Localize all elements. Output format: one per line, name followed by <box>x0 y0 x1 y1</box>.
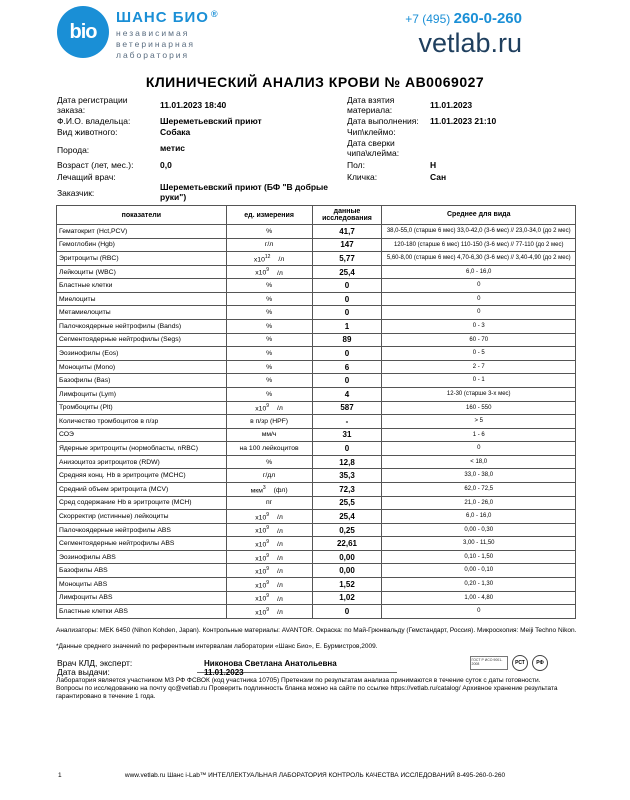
table-row <box>57 252 576 266</box>
row-reference: 1,00 - 4,80 <box>382 591 576 605</box>
row-reference: 1 - 6 <box>382 428 576 442</box>
row-reference: 6,0 - 16,0 <box>382 265 576 279</box>
row-value: 0 <box>312 605 382 619</box>
row-reference: 0,00 - 0,10 <box>382 564 576 578</box>
table-row <box>57 374 576 388</box>
row-value: 12,8 <box>312 455 382 469</box>
row-unit: % <box>226 360 312 374</box>
unit-tail: /л <box>277 527 283 535</box>
breed-value: метис <box>160 143 186 153</box>
row-unit: % <box>226 387 312 401</box>
row-parameter: Палочкоядерные нейтрофилы ABS <box>57 523 227 537</box>
row-value: 35,3 <box>312 469 382 483</box>
row-reference: 62,0 - 72,5 <box>382 482 576 496</box>
row-parameter: Гематокрит (Hct,PCV) <box>57 225 227 239</box>
table-row <box>57 469 576 483</box>
bio-logo-icon <box>57 6 109 58</box>
unit-tail: /л <box>277 541 283 549</box>
row-unit <box>226 265 312 279</box>
row-reference: 38,0-55,0 (старше 6 мес) 33,0-42,0 (3-6 мес) // 23,0-34,0 (до 2 мес) <box>382 225 576 239</box>
row-value: 89 <box>312 333 382 347</box>
unit-tail: /л <box>277 609 283 617</box>
rf-badge-icon: РФ <box>532 655 548 671</box>
row-parameter: Средний объем эритроцита (MCV) <box>57 482 227 496</box>
table-row <box>57 482 576 496</box>
row-value: 0 <box>312 347 382 361</box>
species-label: Вид животного: <box>57 127 118 137</box>
chip-check-label: Дата сверки чипа\клейма: <box>347 138 400 158</box>
row-reference: 0 <box>382 292 576 306</box>
reg-date-label: Дата регистрации заказа: <box>57 95 128 115</box>
table-row <box>57 306 576 320</box>
row-unit: % <box>226 279 312 293</box>
vet-label: Лечащий врач: <box>57 172 116 182</box>
owner-value: Шереметьевский приют <box>160 116 262 126</box>
col-header-parameter: показатели <box>57 206 227 225</box>
unit-tail: /л <box>278 256 285 264</box>
table-row <box>57 537 576 551</box>
row-value: 72,3 <box>312 482 382 496</box>
col-header-value: данные исследования <box>312 206 382 225</box>
row-value: 6 <box>312 360 382 374</box>
row-parameter: Эозинофилы (Eos) <box>57 347 227 361</box>
row-reference: 3,00 - 11,50 <box>382 537 576 551</box>
row-reference: 0 <box>382 442 576 456</box>
table-row <box>57 225 576 239</box>
unit-base: x10 <box>255 554 267 562</box>
row-parameter: Моноциты (Mono) <box>57 360 227 374</box>
doctor-label: Врач КЛД, эксперт: <box>57 658 133 668</box>
row-unit: г/дл <box>226 469 312 483</box>
row-reference: 0 <box>382 605 576 619</box>
row-reference: 21,0 - 26,0 <box>382 496 576 510</box>
table-row <box>57 428 576 442</box>
row-unit <box>226 510 312 524</box>
owner-label: Ф.И.О. владельца: <box>57 116 131 126</box>
table-row <box>57 265 576 279</box>
row-parameter: Моноциты ABS <box>57 578 227 592</box>
unit-tail: /л <box>277 514 283 522</box>
brand-sub-3: лаборатория <box>116 50 190 60</box>
table-row <box>57 292 576 306</box>
row-value: 25,5 <box>312 496 382 510</box>
breed-label: Порода: <box>57 145 90 155</box>
table-row <box>57 333 576 347</box>
registered-mark: ® <box>210 9 219 19</box>
unit-tail: /л <box>277 554 283 562</box>
row-parameter: Эозинофилы ABS <box>57 550 227 564</box>
row-parameter: Палочкоядерные нейтрофилы (Bands) <box>57 320 227 334</box>
unit-base: x10 <box>255 527 267 535</box>
row-parameter: Скорректир (истинные) лейкоциты <box>57 510 227 524</box>
unit-base: мкм <box>250 486 263 494</box>
sample-date-label: Дата взятия материала: <box>347 95 395 115</box>
row-value: 0,25 <box>312 523 382 537</box>
row-reference: 6,0 - 16,0 <box>382 510 576 524</box>
customer-value: Шереметьевский приют (БФ "В добрые руки") <box>160 182 329 202</box>
row-value: 0 <box>312 279 382 293</box>
unit-base: x10 <box>255 568 267 576</box>
nickname-value: Сан <box>430 172 447 182</box>
unit-exponent: 9 <box>266 552 270 559</box>
unit-exponent: 9 <box>266 579 270 586</box>
page-number: 1 <box>58 772 62 779</box>
table-row <box>57 238 576 252</box>
unit-base: x10 <box>255 609 267 617</box>
analyzer-note: Анализаторы: MEK 6450 (Nihon Kohden, Japan). Контрольные материалы: AVANTOR. Окраска: по Май-Грюнвальду (Гемстандарт, Россия). Микроскопия: Meiji Techno Nikon. <box>56 627 577 634</box>
reference-note: *Данные среднего значений по референтным интервалам лаборатории «Шанс Био», Е. Бурмистров,2009. <box>56 643 378 650</box>
row-parameter: Миелоциты <box>57 292 227 306</box>
row-parameter: Сред содержание Hb в эритроците (MCH) <box>57 496 227 510</box>
completed-value: 11.01.2023 21:10 <box>430 116 497 126</box>
age-value: 0,0 <box>160 160 172 170</box>
row-parameter: Эритроциты (RBC) <box>57 252 227 266</box>
row-parameter: Сегментоядерные нейтрофилы (Segs) <box>57 333 227 347</box>
row-value: 4 <box>312 387 382 401</box>
row-unit: % <box>226 306 312 320</box>
row-unit: мм/ч <box>226 428 312 442</box>
row-unit: на 100 лейкоцитов <box>226 442 312 456</box>
row-reference: 0,10 - 1,50 <box>382 550 576 564</box>
brand-sub-2: ветеринарная <box>116 39 196 49</box>
row-value: 22,61 <box>312 537 382 551</box>
col-header-reference: Среднее для вида <box>382 206 576 225</box>
row-value: 0 <box>312 292 382 306</box>
row-unit: г/л <box>226 238 312 252</box>
row-unit <box>226 605 312 619</box>
table-row <box>57 415 576 429</box>
unit-base: x10 <box>255 541 267 549</box>
unit-exponent: 9 <box>266 593 270 600</box>
table-row <box>57 578 576 592</box>
species-value: Собака <box>160 127 191 137</box>
row-value: - <box>312 415 382 429</box>
row-unit <box>226 482 312 496</box>
table-row <box>57 455 576 469</box>
table-row <box>57 279 576 293</box>
unit-exponent: 9 <box>266 267 270 274</box>
row-parameter: Сегментоядерные нейтрофилы ABS <box>57 537 227 551</box>
row-value: 5,77 <box>312 252 382 266</box>
row-value: 0 <box>312 374 382 388</box>
unit-base: x10 <box>255 595 267 603</box>
document-title: КЛИНИЧЕСКИЙ АНАЛИЗ КРОВИ № AB0069027 <box>145 74 485 90</box>
row-reference: > 5 <box>382 415 576 429</box>
unit-tail: (фл) <box>273 486 288 494</box>
row-parameter: Базофилы (Bas) <box>57 374 227 388</box>
phone-number[interactable] <box>405 10 522 27</box>
row-unit: % <box>226 347 312 361</box>
brand-name <box>116 9 219 26</box>
row-value: 41,7 <box>312 225 382 239</box>
row-parameter: Бластные клетки ABS <box>57 605 227 619</box>
iso-badge-icon: ГОСТ Р ИСО 9001-2008 <box>470 656 508 670</box>
row-unit <box>226 252 312 266</box>
sex-label: Пол: <box>347 160 365 170</box>
footer-text: www.vetlab.ru Шанс i-Lab™ ИНТЕЛЛЕКТУАЛЬНАЯ ЛАБОРАТОРИЯ КОНТРОЛЬ КАЧЕСТВА ИССЛЕДОВАНИЙ 8-495-260-0-260 <box>124 772 506 779</box>
row-value: 1,02 <box>312 591 382 605</box>
row-reference: 120-180 (старше 6 мес) 110-150 (3-6 мес) // 77-110 (до 2 мес) <box>382 238 576 252</box>
row-unit <box>226 523 312 537</box>
table-row <box>57 347 576 361</box>
row-reference: 5,60-8,00 (старше 6 мес) 4,70-6,30 (3-6 мес) // 3,40-4,90 (до 2 мес) <box>382 252 576 266</box>
sample-date-value: 11.01.2023 <box>430 100 473 110</box>
age-label: Возраст (лет, мес.): <box>57 160 134 170</box>
table-row <box>57 591 576 605</box>
row-parameter: СОЭ <box>57 428 227 442</box>
issue-date-value: 11.01.2023 <box>204 668 244 677</box>
table-row <box>57 496 576 510</box>
row-unit <box>226 591 312 605</box>
unit-base: x10 <box>253 256 265 264</box>
row-reference: 0,20 - 1,30 <box>382 578 576 592</box>
table-row <box>57 360 576 374</box>
row-reference: 33,0 - 38,0 <box>382 469 576 483</box>
unit-base: x10 <box>255 514 267 522</box>
row-value: 31 <box>312 428 382 442</box>
row-reference: 2 - 7 <box>382 360 576 374</box>
row-value: 0 <box>312 306 382 320</box>
row-parameter: Лимфоциты (Lym) <box>57 387 227 401</box>
issue-date-label: Дата выдачи: <box>57 667 110 677</box>
unit-exponent: 9 <box>266 606 270 613</box>
row-reference: 0 <box>382 279 576 293</box>
phone-prefix: +7 (495) <box>405 12 451 26</box>
unit-exponent: 9 <box>266 566 270 573</box>
brand-name-text: ШАНС БИО <box>116 9 209 26</box>
unit-base: x10 <box>255 405 267 413</box>
row-parameter: Метамиелоциты <box>57 306 227 320</box>
row-unit: пг <box>226 496 312 510</box>
reg-date-value: 11.01.2023 18:40 <box>160 100 227 110</box>
row-unit <box>226 401 312 415</box>
col-header-unit: ед. измерения <box>226 206 312 225</box>
row-reference: < 18,0 <box>382 455 576 469</box>
row-reference: 60 - 70 <box>382 333 576 347</box>
row-unit: % <box>226 320 312 334</box>
row-value: 587 <box>312 401 382 415</box>
row-value: 25,4 <box>312 510 382 524</box>
row-parameter: Лимфоциты ABS <box>57 591 227 605</box>
row-reference: 0 - 1 <box>382 374 576 388</box>
table-row <box>57 387 576 401</box>
row-unit: % <box>226 225 312 239</box>
table-row <box>57 564 576 578</box>
table-row <box>57 523 576 537</box>
certification-badges <box>470 655 548 671</box>
row-parameter: Количество тромбоцитов в п/зр <box>57 415 227 429</box>
row-unit: в п/зр (HPF) <box>226 415 312 429</box>
row-unit: % <box>226 292 312 306</box>
disclaimer: Лаборатория является участником МЗ РФ ФСВОК (код участника 10705) Претензии по результатам анализа принимаются в течение суток с даты готовности. Вопросы по исследованию на почту qc@vetlab.ru Проверить подлинность бланка можно на сайте по ссылке https://vetlab.ru/catalog/ Архивное хранение результата гарантировано в течение 1 года. <box>56 677 558 700</box>
row-value: 25,4 <box>312 265 382 279</box>
row-unit <box>226 550 312 564</box>
lab-header <box>0 0 630 72</box>
nickname-label: Кличка: <box>347 172 378 182</box>
row-value: 0,00 <box>312 564 382 578</box>
row-unit: % <box>226 333 312 347</box>
unit-exponent: 12 <box>264 253 271 260</box>
row-value: 0,00 <box>312 550 382 564</box>
unit-tail: /л <box>277 405 283 413</box>
row-parameter: Бластные клетки <box>57 279 227 293</box>
unit-exponent: 3 <box>262 484 266 491</box>
completed-label: Дата выполнения: <box>347 116 419 126</box>
row-value: 147 <box>312 238 382 252</box>
row-unit: % <box>226 455 312 469</box>
row-parameter: Анизоцитоз эритроцитов (RDW) <box>57 455 227 469</box>
row-value: 1,52 <box>312 578 382 592</box>
row-parameter: Базофилы ABS <box>57 564 227 578</box>
row-parameter: Ядерные эритроциты (нормобласты, nRBC) <box>57 442 227 456</box>
table-header-row <box>57 206 576 225</box>
unit-tail: /л <box>277 595 283 603</box>
row-unit <box>226 578 312 592</box>
row-reference: 12-30 (старше 3-х мес) <box>382 387 576 401</box>
row-value: 0 <box>312 442 382 456</box>
row-reference: 0 - 5 <box>382 347 576 361</box>
table-row <box>57 401 576 415</box>
unit-exponent: 9 <box>266 538 270 545</box>
row-reference: 160 - 550 <box>382 401 576 415</box>
row-parameter: Средняя конц. Hb в эритроците (MCHC) <box>57 469 227 483</box>
doctor-name: Никонова Светлана Анатольевна <box>204 659 337 668</box>
customer-label: Заказчик: <box>57 188 95 198</box>
rst-badge-icon: РСТ <box>512 655 528 671</box>
results-table <box>56 205 576 619</box>
row-unit <box>226 564 312 578</box>
row-unit <box>226 537 312 551</box>
unit-tail: /л <box>277 568 283 576</box>
unit-tail: /л <box>277 581 283 589</box>
table-row <box>57 320 576 334</box>
row-parameter: Лейкоциты (WBC) <box>57 265 227 279</box>
logo-text: bio <box>69 20 97 43</box>
phone-main: 260-0-260 <box>453 10 522 27</box>
row-reference: 0,00 - 0,30 <box>382 523 576 537</box>
sex-value: Н <box>430 160 437 170</box>
table-row <box>57 605 576 619</box>
table-row <box>57 510 576 524</box>
unit-exponent: 9 <box>266 403 270 410</box>
chip-label: Чип\клеймо: <box>347 127 396 137</box>
row-reference: 0 <box>382 306 576 320</box>
table-row <box>57 550 576 564</box>
site-link[interactable]: vetlab.ru <box>418 28 522 58</box>
row-parameter: Тромбоциты (Plt) <box>57 401 227 415</box>
unit-base: x10 <box>255 581 267 589</box>
row-reference: 0 - 3 <box>382 320 576 334</box>
unit-exponent: 9 <box>266 525 270 532</box>
table-row <box>57 442 576 456</box>
row-value: 1 <box>312 320 382 334</box>
row-unit: % <box>226 374 312 388</box>
row-parameter: Гемоглобин (Hgb) <box>57 238 227 252</box>
unit-tail: /л <box>277 269 283 277</box>
brand-sub-1: независимая <box>116 28 190 38</box>
unit-exponent: 9 <box>266 511 270 518</box>
unit-base: x10 <box>255 269 267 277</box>
